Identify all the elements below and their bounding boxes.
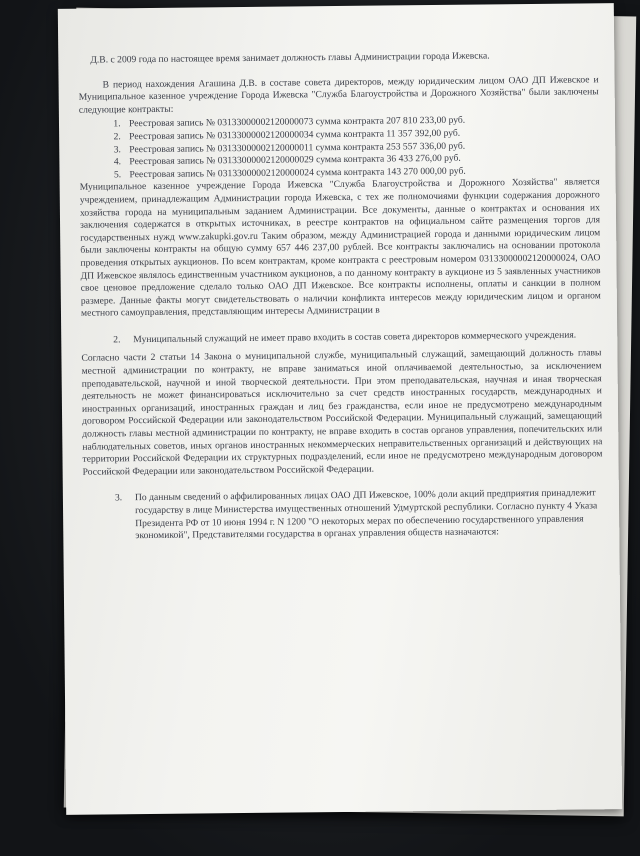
document-content xyxy=(78,49,603,549)
intro-text: Д.В. с 2009 года по настоящее время занимает должность главы Администрации города Ижевска. xyxy=(90,50,490,66)
contract-item: 2. Реестровая запись № 03133000002120000034 сумма контракта 11 357 392,00 руб. xyxy=(123,126,599,144)
section-2 xyxy=(81,329,602,479)
section-3-heading xyxy=(83,488,603,544)
contract-item: 5. Реестровая запись № 03133000002120000024 сумма контракта 143 270 000,00 руб. xyxy=(123,164,599,182)
contracts-list xyxy=(79,114,600,182)
section-2-number: 2. xyxy=(113,334,121,346)
section-3 xyxy=(83,488,603,544)
section-3-number: 3. xyxy=(114,492,123,504)
contract-item: 4. Реестровая запись № 03133000002120000029 сумма контракта 36 433 276,00 руб. xyxy=(123,151,599,169)
period-paragraph: В период нахождения Агашина Д.В. в составе совета директоров, между юридическим лицом ОАО ДП Ижевское и Муниципальное казенное учреждение Города Ижевска "Служба Благоустройства и Дорожного Хозяйства" были заключены следующие контракты: xyxy=(78,73,599,116)
document-page xyxy=(58,3,622,815)
section-2-body: Согласно части 2 статьи 14 Закона о муниципальной службе, муниципальный служащий, замещающий должность главы местной администрации по контракту, не вправе заниматься иной оплачиваемой деятельностью, за исключением преподавательской, научной и иной творческой деятельности. При этом преподавательская, научная и иная творческая деятельность не может финансироваться исключительно за счет средств иностранных государств, международных и иностранных организаций, иностранных граждан и лиц без гражданства, если иное не предусмотрено международным договором Российской Федерации или законодательством Российской Федерации. Муниципальный служащий, замещающий должность главы местной администрации по контракту, не вправе входить в состав органов управления, попечительских или наблюдательных советов, иных органов иностранных некоммерческих неправительственных организаций и действующих на территории Российской Федерации их структурных подразделений, если иное не предусмотрено международным договором Российской Федерации или законодательством Российской Федерации. xyxy=(81,347,603,478)
section-2-heading xyxy=(81,329,601,347)
section-3-title: По данным сведений о аффилированных лицах ОАО ДП Ижевское, 100% доли акций предприятия принадлежит государству в лице Министерства имущественных отношений Удмуртской республики. Согласно пункту 4 Указа Президента РФ от 10 июня 1994 г. N 1200 "О некоторых мерах по обеспечению государственного управления экономикой", Представителями государства в органах управления обществ назначаются: xyxy=(134,487,598,542)
section-2-title: Муниципальный служащий не имеет право входить в состав совета директоров коммерческого учреждения. xyxy=(133,329,577,346)
mku-paragraph: Муниципальное казенное учреждение Города Ижевска "Служба Благоустройства и Дорожного Хозяйства" является учреждением, принадлежащим Администрации города Ижевска, с тех же полномочиями функции содержания дорожного хозяйства города на муниципальным заданием Администрации. Все документы, данные о контрактах и основания их заключения содержатся в открытых источниках, в реестре контрактов на официальном сайте размещения торгов для государственных нужд www.zakupki.gov.ru Таким образом, между Администрацией города и данными юридическим лицом были заключены контракты на общую сумму 657 446 237,00 рублей. Все контракты заключались на основании протокола проведения открытых аукционов. По всем контрактам, кроме контракта с реестровым номером 03133000002120000024, ОАО ДП Ижевское являлось единственным участником аукционов, а по данному контракту в аукционе из 5 заявленных участников свое ценовое предложение сделало только ОАО ДП Ижевское. Все контракты исполнены, оплаты и санкции в полном размере. Данные факты могут свидетельствовать о наличии конфликта интересов между юридическим лицом и органом местного самоуправления, представляющим интересы Администрации в xyxy=(79,176,601,319)
contract-item: 1. Реестровая запись № 03133000002120000073 сумма контракта 207 810 233,00 руб. xyxy=(123,114,599,132)
contract-item: 3. Реестровая запись № 03133000002120000011 сумма контракта 253 557 336,00 руб. xyxy=(123,139,599,157)
